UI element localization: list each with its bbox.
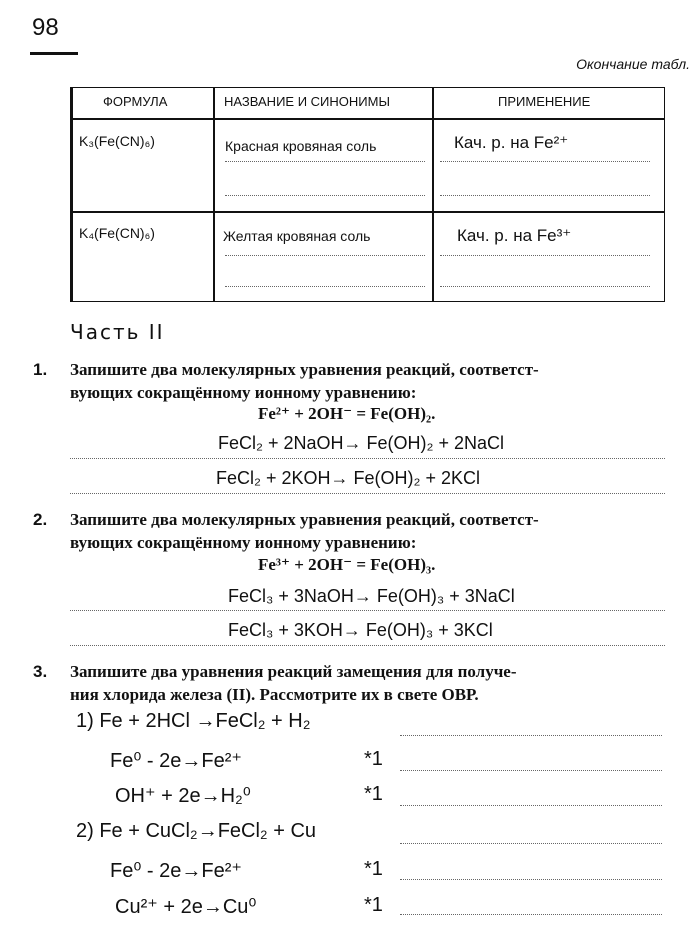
page-number-underline [30,52,78,55]
half-reaction: Fe⁰ - 2e→Fe²⁺ [110,750,242,772]
answer-equation: FeCl₃ + 3NaOH→ Fe(OH)₃ + 3NaCl [224,586,519,607]
answer-equation: FeCl₃ + 3KOH→ Fe(OH)₃ + 3KCl [224,620,497,641]
task-text-line: Запишите два молекулярных уравнения реакций, соответст- [70,360,539,379]
task-number: 3. [33,662,48,681]
header-name: НАЗВАНИЕ И СИНОНИМЫ [224,94,390,109]
row2-formula: K₄(Fe(CN)₆) [79,225,155,241]
answer-line [440,255,650,256]
row1-formula: K₃(Fe(CN)₆) [79,133,155,149]
answer-line [400,735,662,736]
answer-line [400,770,662,771]
task-number: 1. [33,360,48,379]
header-use: ПРИМЕНЕНИЕ [498,94,591,109]
half-reaction: Cu²⁺ + 2e→Cu⁰ [115,896,257,918]
answer-line [225,161,425,162]
answer-line [70,645,665,646]
row2-name: Желтая кровяная соль [223,228,371,244]
answer-line [400,843,662,844]
table-caption: Окончание табл. [576,56,690,72]
task-text-line: ния хлорида железа (II). Рассмотрите их в свете ОВР. [70,685,479,704]
task-text-line: Запишите два молекулярных уравнения реакций, соответст- [70,510,539,529]
header-formula: ФОРМУЛА [103,94,168,109]
half-reaction: Fe⁰ - 2e→Fe²⁺ [110,860,242,882]
task-text-line: Запишите два уравнения реакций замещения для получе- [70,662,517,681]
header-divider [73,118,664,120]
answer-equation: FeCl₂ + 2NaOH→ Fe(OH)₂ + 2NaCl [218,433,505,453]
row2-use: Кач. р. на Fe³⁺ [457,226,572,245]
task-text-line: вующих сокращённому ионному уравнению: [70,383,417,402]
answer-line [70,493,665,494]
ionic-equation: Fe³⁺ + 2OH⁻ = Fe(OH)₃. [258,555,436,574]
column-divider [432,88,434,301]
answer-line [70,458,665,459]
ionic-equation: Fe²⁺ + 2OH⁻ = Fe(OH)₂. [258,404,436,423]
substance-table [70,87,665,302]
row-divider [73,211,664,213]
row1-use: Кач. р. на Fe²⁺ [454,133,569,152]
answer-line [400,914,662,915]
coefficient: *1 [364,783,383,805]
part-title: Часть II [70,320,165,344]
coefficient: *1 [364,748,383,770]
answer-line [400,805,662,806]
task-number: 2. [33,510,48,529]
reaction-equation: 2) Fe + CuCl₂→FeCl₂ + Cu [76,820,317,842]
answer-line [225,195,425,196]
answer-line [225,255,425,256]
task-text-line: вующих сокращённому ионному уравнению: [70,533,417,552]
answer-line [440,195,650,196]
column-divider [213,88,215,301]
answer-line [225,286,425,287]
reaction-equation: 1) Fe + 2HCl →FeCl₂ + H₂ [76,710,311,732]
row1-name: Красная кровяная соль [225,138,377,154]
coefficient: *1 [364,858,383,880]
answer-line [440,161,650,162]
answer-equation: FeCl₂ + 2KOH→ Fe(OH)₂ + 2KCl [216,468,481,488]
half-reaction: OH⁺ + 2e→H₂⁰ [115,785,251,807]
coefficient: *1 [364,894,383,916]
answer-line [400,879,662,880]
answer-line [70,610,665,611]
answer-line [440,286,650,287]
page-number: 98 [32,14,59,41]
